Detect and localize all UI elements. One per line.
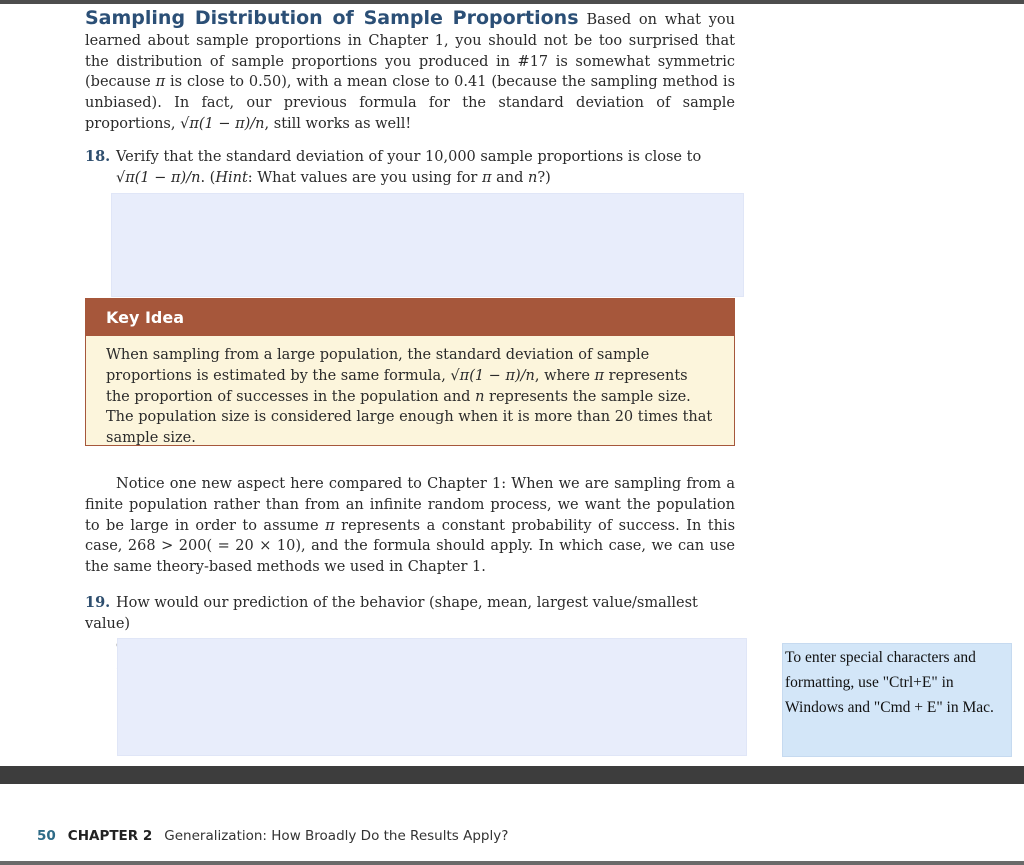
page-divider [0,766,1024,784]
page-footer [0,784,1024,865]
question-number: 18. [85,148,111,165]
key-idea-text-1: When sampling from a large population, the standard deviation of sample proportions is estimated by the same formula, [106,347,650,384]
sd-formula: √π(1 − π)/n [116,169,201,186]
section-text-2: is close to 0.50), with a mean close to 0.41 (because the sampling method is unbiased). In fact, our previous formula for the standard deviation of sample proportions, [85,74,736,132]
n-symbol: n [475,388,485,405]
section-text-3: , still works as well! [264,115,412,132]
key-idea-header: Key Idea [86,299,734,336]
question-18: 18. Verify that the standard deviation of your 10,000 sample proportions is close to √π(1 − π)/n. (Hint: What values are you using for π and n?) [85,148,702,186]
sd-formula: √π(1 − π)/n [180,115,265,132]
question-text-1: How would our prediction of the behavior (shape, mean, largest value/smallest value) [85,595,698,632]
special-characters-tooltip [782,643,1012,757]
hint-text: : What values are you using for [247,169,478,186]
footer-strip [0,861,1024,865]
pi-symbol: π [325,517,335,534]
tooltip-text: To enter special characters and formatting, use "Ctrl+E" in Windows and "Cmd + E" in Mac. [785,649,994,716]
chapter-label: CHAPTER 2 [67,828,153,844]
section-title: Sampling Distribution of Sample Proportions [85,7,579,29]
hint-end: ?) [537,169,551,186]
answer-box-18[interactable] [111,193,744,297]
question-text: Verify that the standard deviation of your 10,000 sample proportions is close to [116,149,702,165]
section-intro [85,8,735,135]
textbook-page [0,4,1024,764]
key-idea-text-3: represents the proportion of successes in the population and [106,367,688,405]
pi-symbol: π [594,367,605,384]
n-symbol: n [527,169,538,186]
section-text-1: Based on what you learned about sample proportions in Chapter 1, you should not be too surprised that the distribution of sample proportions you produced in #17 is somewhat symmetric (because [85,12,735,91]
and-text: and [496,169,524,186]
question-number: 19. [85,594,111,611]
key-idea-body [86,336,734,449]
paragraph-text-2: represents a constant probability of success. In this case, 268 > 200( = 20 × 10), and the formula should apply. In which case, we can use the same theory-based methods we used in Chapter 1. [85,517,736,576]
key-idea-text-4: represents the sample size. The population size is considered large enough when it is more than 20 times that sample size. [106,388,713,447]
pi-symbol: π [155,74,166,91]
body-paragraph [85,474,735,578]
pi-symbol: π [481,169,492,186]
answer-box-19[interactable] [117,638,747,756]
sd-formula: √π(1 − π)/n [450,367,535,384]
footer-text [37,828,508,844]
key-idea-text-2: , where [534,367,590,384]
chapter-title: Generalization: How Broadly Do the Results Apply? [164,828,509,844]
hint-label: Hint [215,169,248,186]
page-number: 50 [37,828,56,844]
paragraph-text-1: Notice one new aspect here compared to Chapter 1: When we are sampling from a finite population rather than from an infinite random process, we want the population to be large in order to assume [85,476,735,534]
key-idea-box [85,298,735,446]
